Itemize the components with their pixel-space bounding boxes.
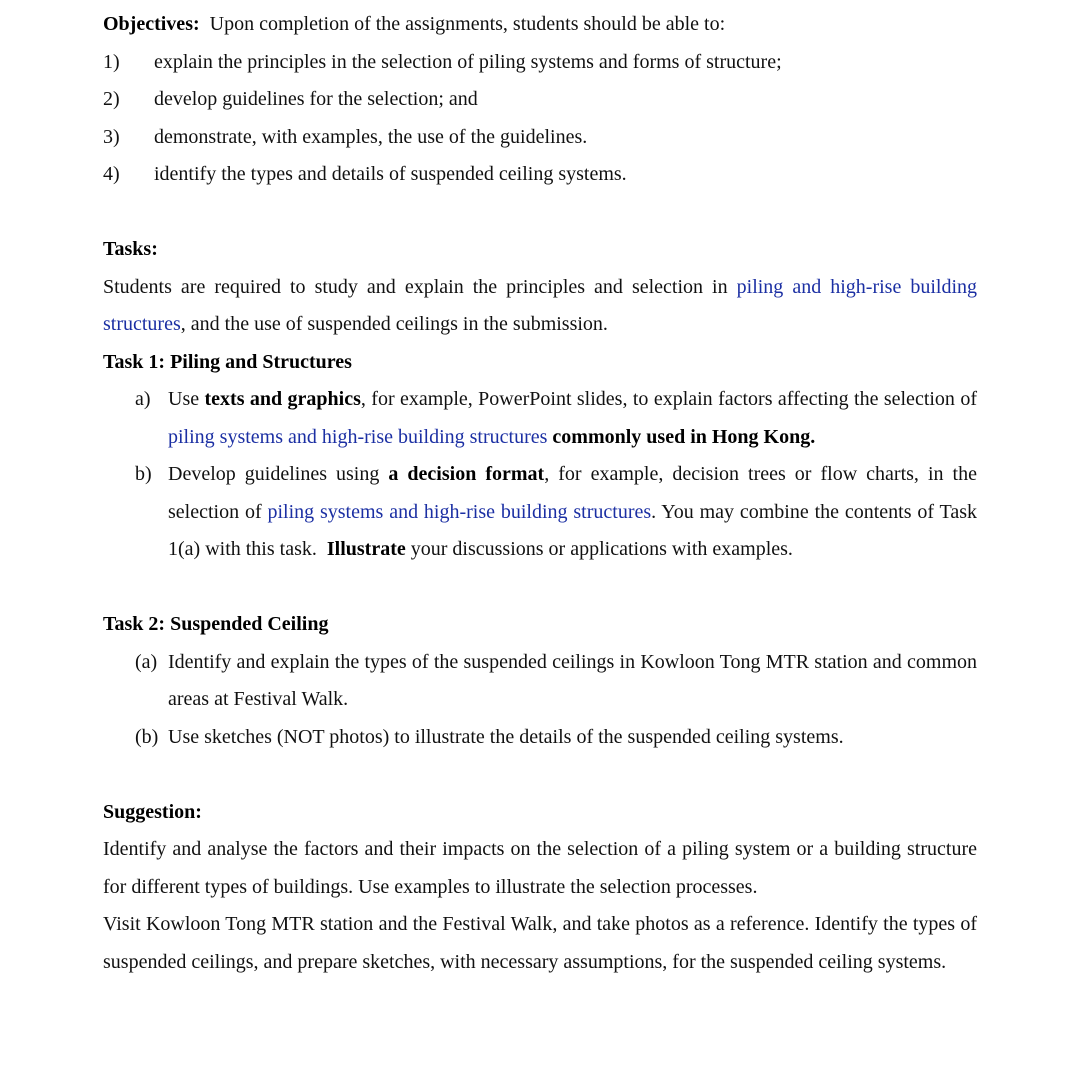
task1-item-a: [103, 381, 977, 456]
tasks-heading-line: [103, 231, 977, 269]
objective-item: [103, 44, 977, 82]
task2-item-b: [103, 719, 977, 757]
objective-text: develop guidelines for the selection; and: [154, 88, 478, 110]
objective-item: [103, 81, 977, 119]
objectives-intro: Upon completion of the assignments, students should be able to:: [209, 13, 726, 35]
objective-text: explain the principles in the selection of piling systems and forms of structure;: [154, 50, 782, 73]
tasks-intro-text: Students are required to study and explain the principles and selection in: [103, 275, 728, 298]
task1-a-bold: texts and graphics: [204, 388, 361, 410]
objective-number: 2): [103, 88, 120, 110]
tasks-intro-text-end: , and the use of suspended ceilings in the submission.: [180, 313, 608, 335]
task2-item-a-text: Identify and explain the types of the suspended ceilings in Kowloon Tong MTR station and common areas at Festival Walk.: [168, 650, 977, 710]
task2-item-a: [103, 644, 977, 719]
task1-b-bold-2: Illustrate: [326, 538, 406, 560]
objective-number: 4): [103, 163, 120, 185]
objective-item: [103, 156, 977, 194]
task1-b-blue-text: piling systems and high-rise building structures: [267, 500, 652, 523]
task1-item-a-body: [168, 381, 977, 456]
objective-number: 1): [103, 50, 120, 73]
suggestion-paragraph-2: Visit Kowloon Tong MTR station and the Festival Walk, and take photos as a reference. Identify the types of suspended ceilings, and prepare sketches, with necessary assumptions, for the suspended ceiling systems.: [103, 913, 977, 973]
task1-b-text: Develop guidelines using: [168, 463, 380, 485]
task1-a-text-2: , for example, PowerPoint slides, to explain factors affecting the selection of: [360, 388, 977, 410]
task1-b-bold: a decision format: [388, 463, 545, 485]
task1-item-b-body: [168, 456, 977, 569]
task1-item-a-marker: a): [135, 388, 151, 410]
task2-item-b-text: Use sketches (NOT photos) to illustrate the details of the suspended ceiling systems.: [168, 725, 844, 748]
task1-heading: Task 1: Piling and Structures: [103, 350, 352, 373]
task1-b-text-4: your discussions or applications with examples.: [410, 538, 793, 560]
task1-a-text: Use: [168, 388, 200, 410]
suggestion-heading: Suggestion:: [103, 800, 202, 823]
tasks-intro-link-text: piling and high-rise building structures: [103, 275, 978, 335]
suggestion-heading-line: [103, 794, 977, 832]
objective-text: identify the types and details of suspended ceiling systems.: [154, 163, 627, 185]
task1-a-blue-text: piling systems and high-rise building structures: [168, 425, 548, 448]
task1-b-text-3: . You may combine the contents of Task 1(a) with this task.: [168, 500, 978, 560]
task2-heading-line: [103, 606, 977, 644]
tasks-heading: Tasks:: [103, 238, 158, 260]
task2-item-a-marker: (a): [135, 650, 158, 673]
suggestion-paragraph-1: Identify and analyse the factors and their impacts on the selection of a piling system or a building structure for different types of buildings. Use examples to illustrate the selection processes.: [103, 838, 977, 898]
task1-a-bold-2: commonly used in Hong Kong.: [552, 425, 816, 448]
objective-item: [103, 119, 977, 157]
objectives-heading: Objectives:: [103, 13, 200, 35]
task1-item-b: [103, 456, 977, 569]
task1-item-b-marker: b): [135, 463, 152, 485]
spacer: [103, 194, 977, 232]
objective-text: demonstrate, with examples, the use of the guidelines.: [154, 125, 588, 148]
task1-heading-line: [103, 344, 977, 382]
task2-item-b-marker: (b): [135, 725, 159, 748]
objective-number: 3): [103, 125, 120, 148]
tasks-intro-paragraph: [103, 269, 977, 344]
spacer: [103, 569, 977, 607]
spacer: [103, 756, 977, 794]
task2-heading: Task 2: Suspended Ceiling: [103, 613, 329, 635]
document-page: [103, 6, 977, 981]
objectives-line: [103, 6, 977, 44]
task1-b-text-2: , for example, decision trees or flow charts, in the selection of: [168, 463, 977, 523]
